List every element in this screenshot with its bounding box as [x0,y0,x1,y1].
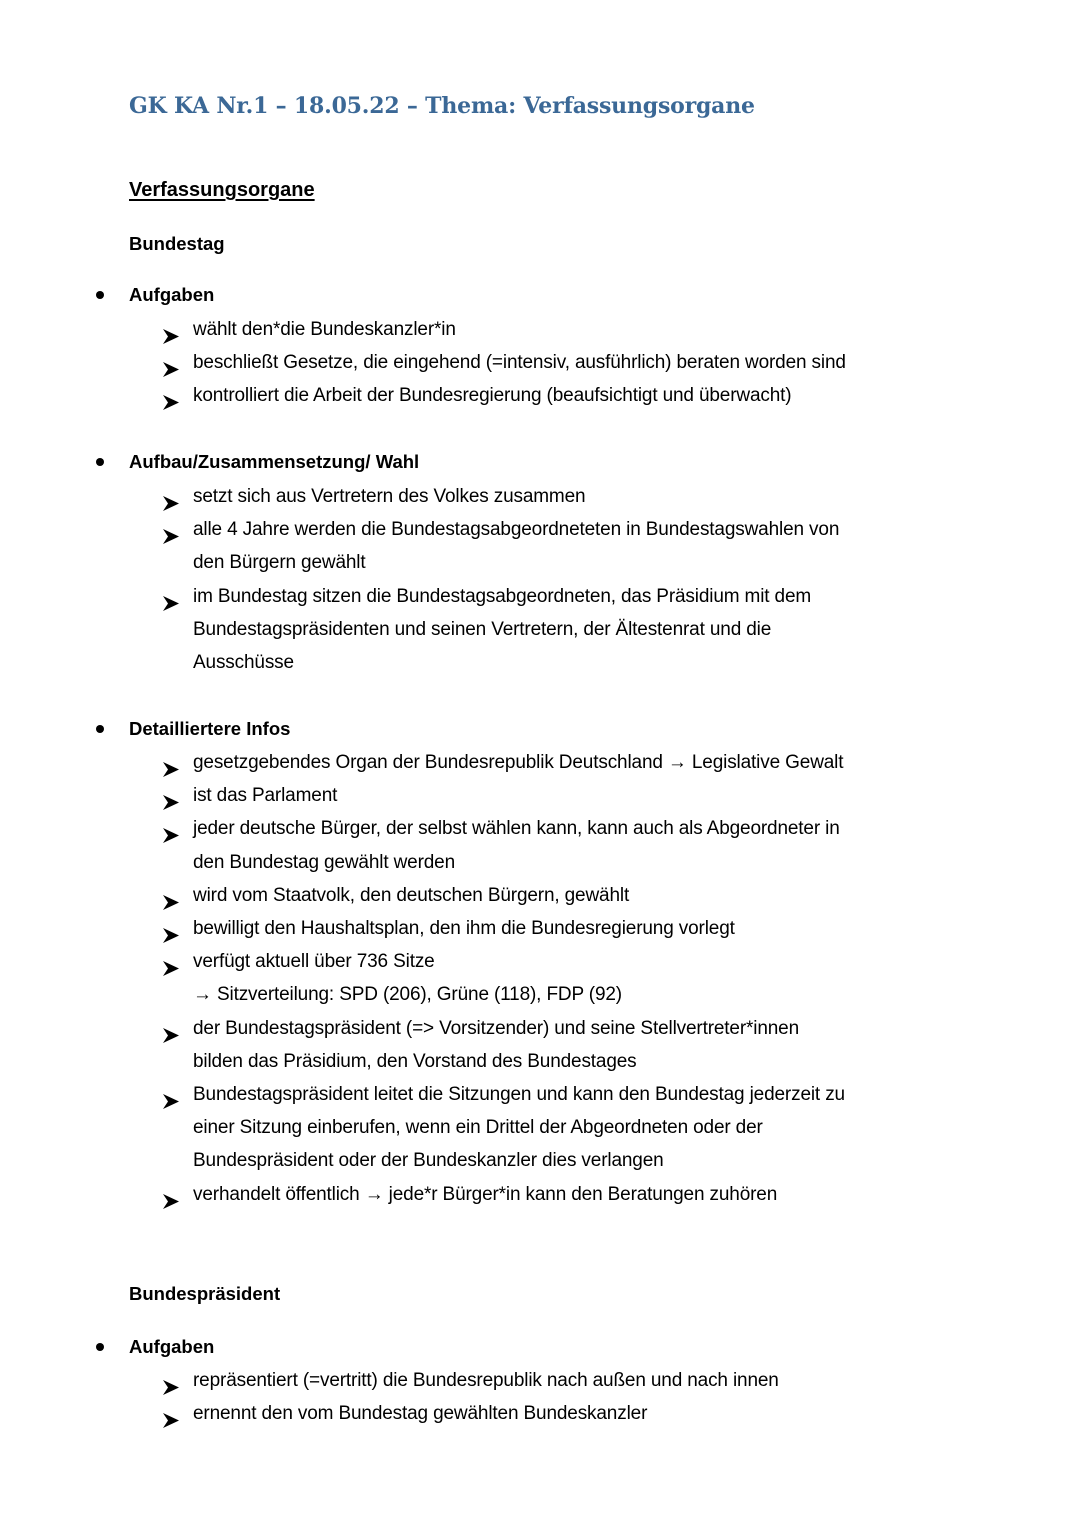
text-line: verhandelt öffentlich → jede*r Bürger*in kann den Beratungen zuhören [193,1183,778,1205]
arrowhead-bullet-icon [163,1087,179,1102]
list-item-text [163,313,963,346]
text-line: beschließt Gesetze, die eingehend (=intensiv, ausführlich) beraten worden sind [193,352,846,374]
subheading-bundespraesident: Bundespräsident [129,1283,281,1304]
text-line: den Bundestag gewählt werden [193,851,455,873]
arrowhead-bullet-icon [163,921,179,936]
text-line: gesetzgebendes Organ der Bundesrepublik Deutschland → Legislative Gewalt [193,752,844,773]
list-item [163,779,963,812]
bullet-dot-icon [96,458,104,466]
text-line: Bundestagspräsident leitet die Sitzungen und kann den Bundestag jederzeit zu [193,1084,845,1105]
list-item-text [163,1397,963,1430]
text-line: kontrolliert die Arbeit der Bundesregierung (beaufsichtigt und überwacht) [193,385,792,407]
text-line: der Bundestagspräsident (=> Vorsitzender) und seine Stellvertreter*innen [193,1017,800,1039]
list-item [163,1364,963,1397]
arrowhead-bullet-icon [163,755,179,770]
bullet-aufbau-bundestag [96,451,419,473]
list-item [163,1078,963,1178]
text-line: repräsentiert (=vertritt) die Bundesrepublik nach außen und nach innen [193,1370,779,1391]
bullet-label: Aufgaben [129,284,215,305]
arrowhead-bullet-icon [163,1406,179,1421]
arrowhead-bullet-icon [163,355,179,370]
bullet-details-bundestag [96,718,290,740]
arrowhead-bullet-icon [163,1373,179,1388]
list-item-text [163,580,963,680]
list-item-text [163,379,963,412]
text-line: wird vom Staatvolk, den deutschen Bürgern, gewählt [193,884,630,906]
list-item-text [163,912,963,945]
list-item-text [163,1178,963,1211]
text-line: alle 4 Jahre werden die Bundestagsabgeordneteten in Bundestagswahlen von [193,519,840,541]
text-line: → Sitzverteilung: SPD (206), Grüne (118), FDP (92) [193,984,622,1006]
list-item [163,580,963,680]
list-item-text [163,812,963,878]
text-line: bewilligt den Haushaltsplan, den ihm die Bundesregierung vorlegt [193,918,735,939]
bullet-label: Aufbau/Zusammensetzung/ Wahl [129,451,420,472]
list-item [163,313,963,346]
bullet-dot-icon [96,291,104,299]
bullet-aufgaben-bundespraesident [96,1336,214,1358]
list-item-text [163,480,963,513]
list-item [163,513,963,579]
list-item [163,379,963,412]
list-item-text [163,1364,963,1397]
section-heading-verfassungsorgane: Verfassungsorgane [129,179,315,201]
list-item-text [163,1078,963,1178]
bullet-dot-icon [96,725,104,733]
text-line: einer Sitzung einberufen, wenn ein Drittel der Abgeordneten oder der [193,1117,763,1139]
text-line: Ausschüsse [193,652,294,673]
arrowhead-bullet-icon [163,589,179,604]
list-item [163,812,963,878]
arrowhead-bullet-icon [163,388,179,403]
arrowhead-bullet-icon [163,954,179,969]
text-line: ernennt den vom Bundestag gewählten Bundeskanzler [193,1403,648,1425]
document-title: GK KA Nr.1 – 18.05.22 – Thema: Verfassungsorgane [129,93,755,119]
text-line: setzt sich aus Vertretern des Volkes zusammen [193,486,586,507]
list-item-text [163,746,963,779]
list-item [163,1397,963,1430]
bullet-dot-icon [96,1343,104,1351]
text-line: verfügt aktuell über 736 Sitze [193,951,435,973]
list-item-text [163,346,963,379]
text-line: Bundespräsident oder der Bundeskanzler dies verlangen [193,1150,664,1172]
list-item-text [163,513,963,579]
arrowhead-bullet-icon [163,1021,179,1036]
list-item [163,346,963,379]
arrowhead-bullet-icon [163,322,179,337]
list-item-text [163,1012,963,1078]
list-item-text [163,879,963,912]
list-item [163,1178,963,1211]
arrowhead-bullet-icon [163,489,179,504]
list-item [163,879,963,912]
bullet-aufgaben-bundestag [96,284,214,306]
list-item [163,746,963,779]
list-item [163,1012,963,1078]
bullet-label: Detailliertere Infos [129,718,291,739]
text-line: ist das Parlament [193,785,338,807]
arrowhead-bullet-icon [163,1187,179,1202]
text-line: den Bürgern gewählt [193,552,366,574]
list-item [163,912,963,945]
list-item-text [163,945,963,1011]
arrowhead-bullet-icon [163,522,179,537]
bullet-label: Aufgaben [129,1336,215,1357]
text-line: bilden das Präsidium, den Vorstand des Bundestages [193,1050,637,1072]
text-line: Bundestagspräsidenten und seinen Vertretern, der Ältestenrat und die [193,618,772,640]
list-item [163,945,963,1011]
arrowhead-bullet-icon [163,888,179,903]
text-line: wählt den*die Bundeskanzler*in [193,319,456,340]
subheading-bundestag: Bundestag [129,233,225,254]
text-line: im Bundestag sitzen die Bundestagsabgeordneten, das Präsidium mit dem [193,585,812,607]
arrowhead-bullet-icon [163,788,179,803]
list-item-text [163,779,963,812]
arrowhead-bullet-icon [163,821,179,836]
list-item [163,480,963,513]
text-line: jeder deutsche Bürger, der selbst wählen kann, kann auch als Abgeordneter in [193,818,840,840]
